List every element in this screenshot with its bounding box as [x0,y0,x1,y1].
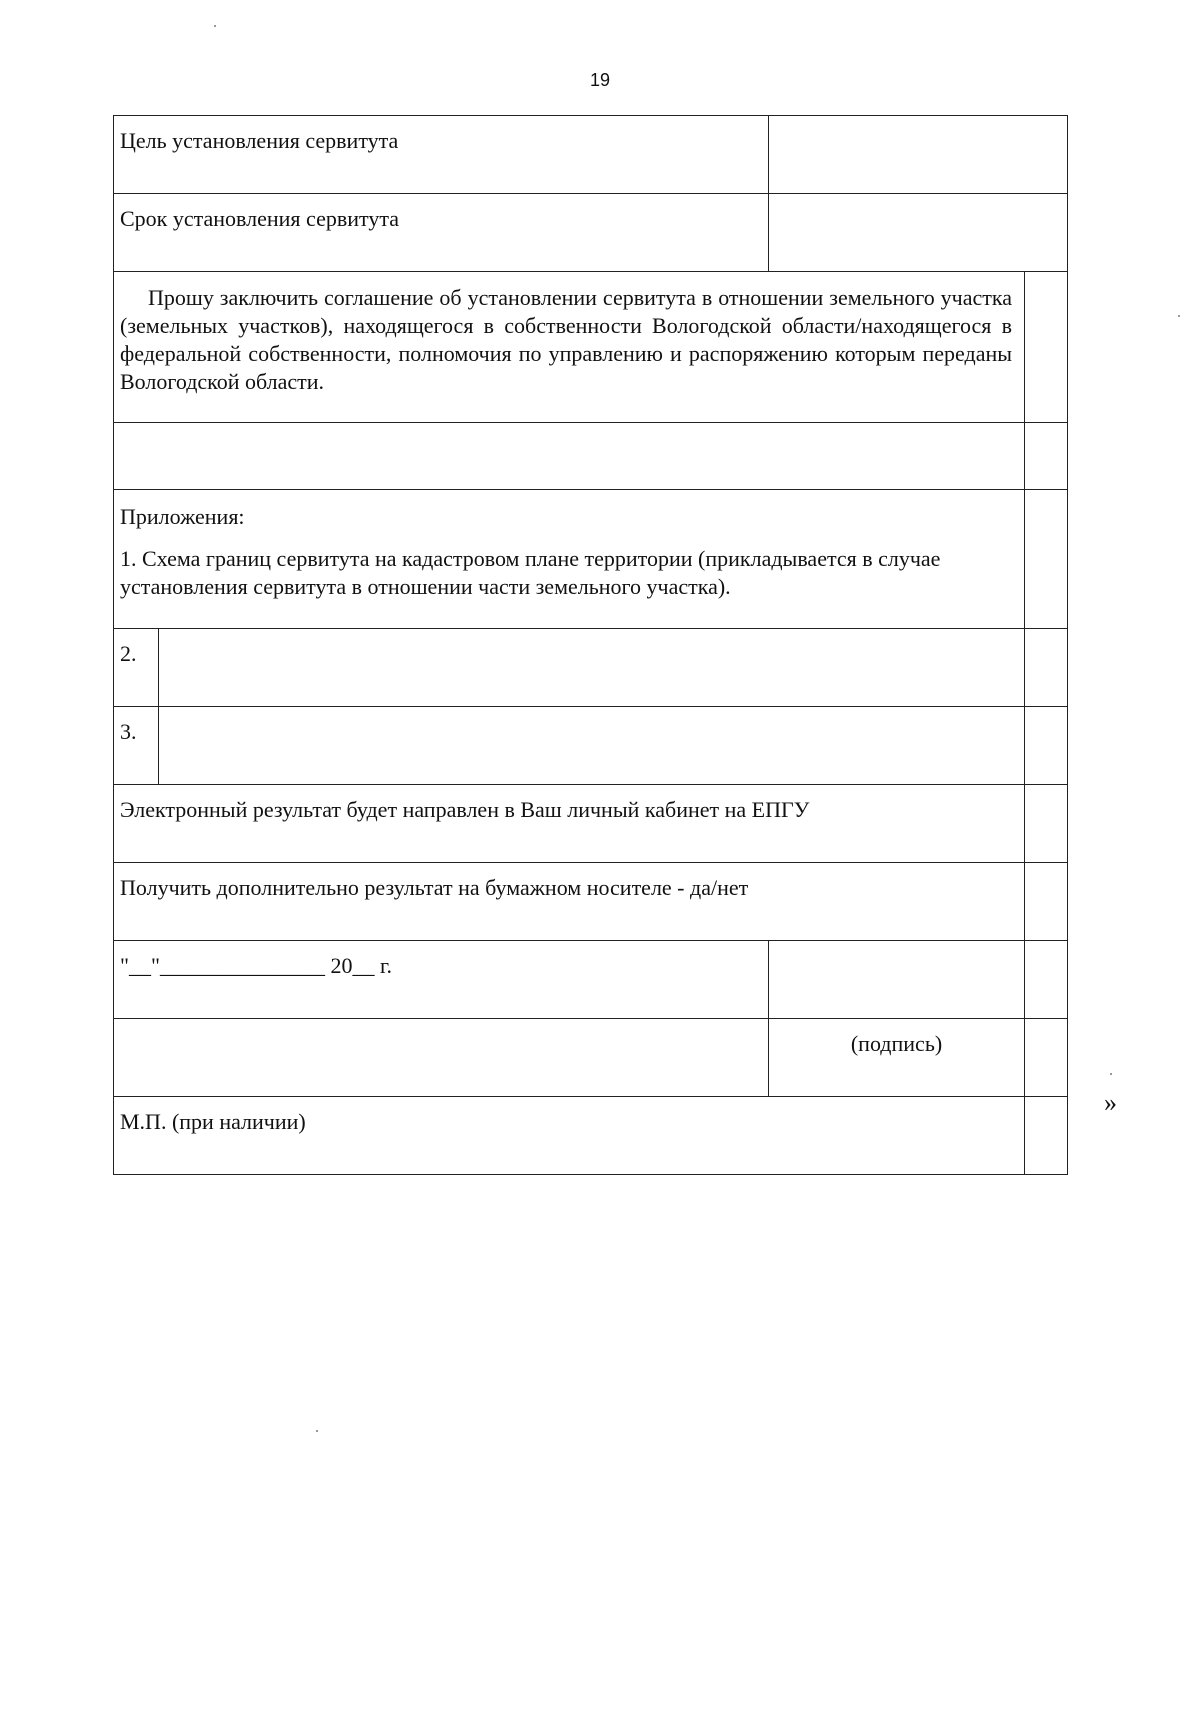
row-attachment-2 [114,629,1068,707]
closing-quote: » [1104,1088,1117,1117]
signature-blank-cell [114,1019,769,1097]
row-electronic-result [114,785,1068,863]
attachments-checkbox-cell[interactable] [1025,490,1068,629]
seal-text: М.П. (при наличии) [114,1097,1025,1175]
row-date [114,941,1068,1019]
paper-result-checkbox-cell[interactable] [1025,863,1068,941]
attachment-2-checkbox-cell[interactable] [1025,629,1068,707]
request-text: Прошу заключить соглашение об установлении сервитута в отношении земельного участка (земельных участков), находящегося в собственности Вологодской области/находящегося в федеральной собственности, полномочия по управлению и распоряжению которым переданы Вологодской области. [120,285,1013,394]
attachments-cell [114,490,1025,629]
row-attachments [114,490,1068,629]
row-request [114,272,1068,423]
seal-checkbox-cell[interactable] [1025,1097,1068,1175]
signature-field[interactable] [769,941,1025,1019]
scan-speck [1110,1073,1112,1075]
attachment-3-checkbox-cell[interactable] [1025,707,1068,785]
page-number: 19 [589,70,611,90]
row-purpose [114,116,1068,194]
row-paper-result [114,863,1068,941]
electronic-result-text: Электронный результат будет направлен в Ваш личный кабинет на ЕПГУ [114,785,1025,863]
row-empty [114,423,1068,490]
request-cell [114,272,1025,423]
row-signature [114,1019,1068,1097]
attachment-3-number: 3. [114,707,159,785]
paper-result-text: Получить дополнительно результат на бумажном носителе - да/нет [114,863,1025,941]
attachments-title: Приложения: [120,504,245,529]
request-checkbox-cell[interactable] [1025,272,1068,423]
date-checkbox-cell[interactable] [1025,941,1068,1019]
row-term [114,194,1068,272]
attachment-3-field[interactable] [159,707,1025,785]
purpose-label: Цель установления сервитута [114,116,769,194]
term-label: Срок установления сервитута [114,194,769,272]
attachment-2-field[interactable] [159,629,1025,707]
signature-caption: (подпись) [769,1019,1025,1097]
scan-speck [214,25,216,27]
term-value-cell[interactable] [769,194,1068,272]
electronic-result-checkbox-cell[interactable] [1025,785,1068,863]
purpose-value-cell[interactable] [769,116,1068,194]
application-form-table [113,115,1068,1175]
signature-checkbox-cell[interactable] [1025,1019,1068,1097]
attachment-2-number: 2. [114,629,159,707]
empty-checkbox-cell[interactable] [1025,423,1068,490]
empty-field-cell[interactable] [114,423,1025,490]
date-line[interactable]: "__"_______________ 20__ г. [114,941,769,1019]
row-attachment-3 [114,707,1068,785]
scan-speck [316,1430,318,1432]
scan-speck [1178,315,1180,317]
row-seal [114,1097,1068,1175]
attachment-1-text: 1. Схема границ сервитута на кадастровом плане территории (прикладывается в случае установления сервитута в отношении части земельного участка). [120,546,941,599]
